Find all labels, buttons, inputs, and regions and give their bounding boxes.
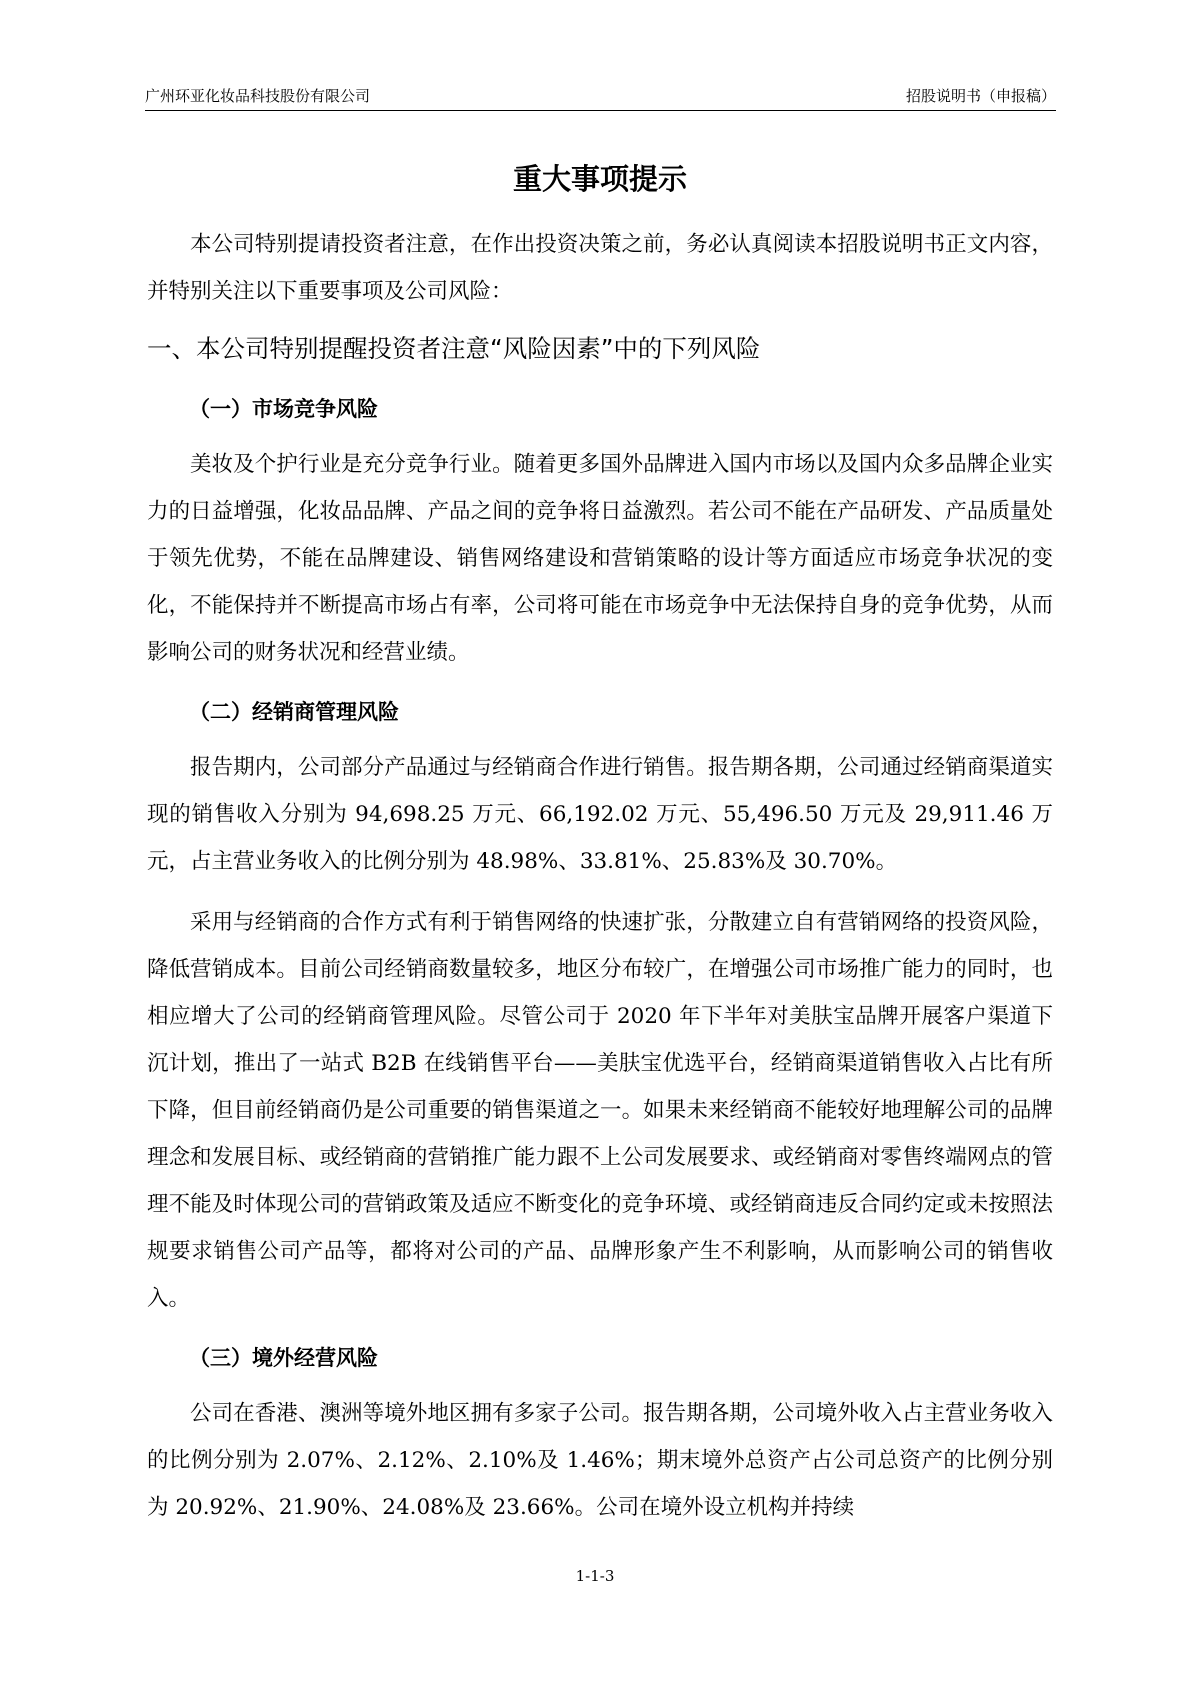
subsection-heading: （二）经销商管理风险: [189, 700, 399, 724]
paragraph: 报告期内，公司部分产品通过与经销商合作进行销售。报告期各期，公司通过经销商渠道实现的销售收入分别为 94,698.25 万元、66,192.02 万元、55,496.50 万元及 29,911.46 万元，占主营业务收入的比例分别为 48.98%、33.81%、25.83%及 30.70%。: [147, 755, 1053, 874]
subsection-market-competition: [147, 391, 1053, 676]
subsection-heading: （三）境外经营风险: [189, 1346, 378, 1370]
intro-paragraph: 本公司特别提请投资者注意，在作出投资决策之前，务必认真阅读本招股说明书正文内容，并特别关注以下重要事项及公司风险：: [147, 232, 1053, 304]
page-number: 1-1-3: [575, 1567, 615, 1585]
header-document-type: 招股说明书（申报稿）: [905, 87, 1056, 105]
paragraph: 公司在香港、澳洲等境外地区拥有多家子公司。报告期各期，公司境外收入占主营业务收入的比例分别为 2.07%、2.12%、2.10%及 1.46%；期末境外总资产占公司总资产的比例分别为 20.92%、21.90%、24.08%及 23.66%。公司在境外设立机构并持续: [147, 1401, 1053, 1520]
subsection-overseas-operation: [147, 1340, 1053, 1531]
document-title: 重大事项提示: [512, 162, 687, 196]
paragraph: 采用与经销商的合作方式有利于销售网络的快速扩张，分散建立自有营销网络的投资风险，降低营销成本。目前公司经销商数量较多，地区分布较广，在增强公司市场推广能力的同时，也相应增大了公司的经销商管理风险。尽管公司于 2020 年下半年对美肤宝品牌开展客户渠道下沉计划，推出了一站式 B2B 在线销售平台——美肤宝优选平台，经销商渠道销售收入占比有所下降，但目前经销商仍是公司重要的销售渠道之一。如果未来经销商不能较好地理解公司的品牌理念和发展目标、或经销商的营销推广能力跟不上公司发展要求、或经销商对零售终端网点的管理不能及时体现公司的营销政策及适应不断变化的竞争环境、或经销商违反合同约定或未按照法规要求销售公司产品等，都将对公司的产品、品牌形象产生不利影响，从而影响公司的销售收入。: [147, 910, 1053, 1311]
paragraph: 美妆及个护行业是充分竞争行业。随着更多国外品牌进入国内市场以及国内众多品牌企业实力的日益增强，化妆品品牌、产品之间的竞争将日益激烈。若公司不能在产品研发、产品质量处于领先优势，不能在品牌建设、销售网络建设和营销策略的设计等方面适应市场竞争状况的变化，不能保持并不断提高市场占有率，公司将可能在市场竞争中无法保持自身的竞争优势，从而影响公司的财务状况和经营业绩。: [147, 452, 1053, 665]
subsection-distributor-management: [147, 694, 1053, 1322]
header-company-name: 广州环亚化妆品科技股份有限公司: [145, 87, 371, 105]
page-header: [145, 86, 1056, 111]
page-body: [147, 155, 1053, 1531]
section-heading-risk-factors: 一、本公司特别提醒投资者注意“风险因素”中的下列风险: [147, 334, 761, 363]
subsection-heading: （一）市场竞争风险: [189, 397, 378, 421]
